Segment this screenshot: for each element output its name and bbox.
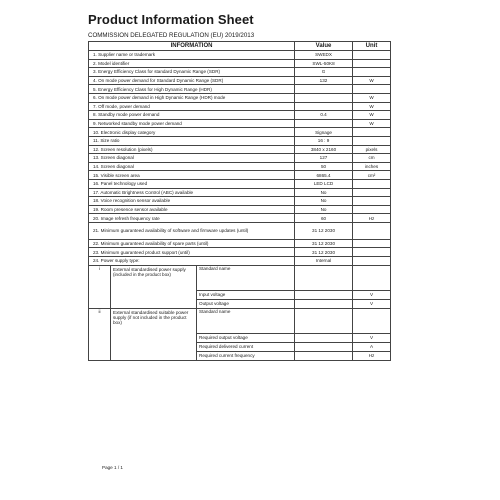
row-unit: pixels [353,145,391,154]
row-label: 8. Standby mode power demand [89,111,295,120]
external-supply-row [89,308,391,333]
table-row [89,51,391,60]
external-supply-marker: ii [89,308,111,360]
row-unit [353,197,391,206]
row-label: 15. Visible screen area [89,171,295,180]
row-unit [353,179,391,188]
row-label: 18. Voice recognition sensor available [89,197,295,206]
row-label: 13. Screen diagonal [89,154,295,163]
table-row [89,248,391,257]
internal-supply-label: External standardised power supply (included in the product box) [111,265,197,308]
table-row [89,188,391,197]
information-table [88,41,391,361]
header-unit: Unit [353,42,391,51]
row-label: 22. Minimum guaranteed availability of spare parts (until) [89,239,295,248]
field-name: Required delivered current [197,342,295,351]
row-value: Internal [295,257,353,266]
table-row [89,59,391,68]
row-unit: W [353,111,391,120]
field-unit: V [353,299,391,308]
table-row [89,197,391,206]
row-label: 11. Size ratio [89,136,295,145]
table-row [89,68,391,77]
table-row [89,162,391,171]
field-value [295,265,353,290]
row-unit: Hz [353,214,391,223]
row-label: 12. Screen resolution (pixels) [89,145,295,154]
table-row [89,111,391,120]
row-unit [353,85,391,94]
row-value [295,119,353,128]
row-unit: cm² [353,171,391,180]
field-unit: V [353,333,391,342]
row-unit: W [353,93,391,102]
table-row [89,179,391,188]
row-label: 3. Energy Efficiency Class for standard Dynamic Range (SDR) [89,68,295,77]
row-unit: W [353,102,391,111]
row-value: SWL-50K8 [295,59,353,68]
row-value: 3840 x 2160 [295,145,353,154]
table-row [89,222,391,239]
field-unit: A [353,342,391,351]
row-unit [353,68,391,77]
external-supply-label: External standardised suitable power supply (if not included in the product box) [111,308,197,360]
field-unit: Hz [353,351,391,360]
row-value: 50 [295,162,353,171]
row-label: 6. On mode power demand in High Dynamic Range (HDR) mode [89,93,295,102]
row-unit: cm [353,154,391,163]
header-information: INFORMATION [89,42,295,51]
row-value: No [295,188,353,197]
field-value [295,299,353,308]
row-unit [353,59,391,68]
row-value [295,93,353,102]
field-value [295,351,353,360]
row-label: 24. Power supply type: [89,257,295,266]
field-name: Input voltage [197,290,295,299]
row-value [295,102,353,111]
regulation-subtitle: COMMISSION DELEGATED REGULATION (EU) 2019/2013 [88,32,255,39]
row-unit: inches [353,162,391,171]
table-header-row [89,42,391,51]
row-unit [353,257,391,266]
row-unit [353,248,391,257]
table-row [89,93,391,102]
row-value [295,85,353,94]
row-unit [353,239,391,248]
row-value: No [295,197,353,206]
row-label: 1. Supplier name or trademark [89,51,295,60]
field-unit [353,308,391,333]
field-value [295,290,353,299]
internal-supply-row [89,265,391,290]
row-label: 21. Minimum guaranteed availability of software and firmware updates (until) [89,222,295,239]
table-row [89,205,391,214]
row-unit [353,136,391,145]
row-label: 2. Model identifier [89,59,295,68]
row-value: No [295,205,353,214]
field-name: Standard name [197,308,295,333]
row-label: 17. Automatic Brightness Control (ABC) available [89,188,295,197]
row-unit [353,51,391,60]
row-unit [353,205,391,214]
row-label: 20. Image refresh frequency rate [89,214,295,223]
table-row [89,76,391,85]
table-row [89,154,391,163]
header-value: Value [295,42,353,51]
row-value: 31 12 2030 [295,239,353,248]
table-row [89,171,391,180]
row-label: 7. Off mode, power demand [89,102,295,111]
row-value: 16 : 9 [295,136,353,145]
row-value: LED LCD [295,179,353,188]
table-row [89,136,391,145]
internal-supply-marker: i [89,265,111,308]
field-name: Standard name [197,265,295,290]
table-row [89,145,391,154]
row-unit: W [353,76,391,85]
field-unit [353,265,391,290]
product-information-sheet [88,12,390,361]
main-rows [89,51,391,266]
row-value: 6865.4 [295,171,353,180]
field-value [295,308,353,333]
field-name: Required current frequency [197,351,295,360]
row-value: G [295,68,353,77]
row-label: 9. Networked standby mode power demand [89,119,295,128]
row-value: 127 [295,154,353,163]
row-value: 0.4 [295,111,353,120]
field-unit: V [353,290,391,299]
table-row [89,128,391,137]
row-label: 10. Electronic display category [89,128,295,137]
field-name: Output voltage [197,299,295,308]
row-label: 5. Energy Efficiency Class for High Dynamic Range (HDR) [89,85,295,94]
page-title: Product Information Sheet [88,12,254,27]
row-unit: W [353,119,391,128]
row-unit [353,188,391,197]
field-name: Required output voltage [197,333,295,342]
row-value: 31 12 2030 [295,248,353,257]
row-value: Signage [295,128,353,137]
row-value: 60 [295,214,353,223]
table-row [89,85,391,94]
field-value [295,333,353,342]
row-value: 31 12 2030 [295,222,353,239]
page-number: Page 1 / 1 [102,465,123,470]
row-value: SWEDX [295,51,353,60]
row-value: 132 [295,76,353,85]
row-label: 23. Minimum guaranteed product support (until) [89,248,295,257]
table-row [89,214,391,223]
field-value [295,342,353,351]
row-label: 14. Screen diagonal [89,162,295,171]
row-label: 16. Panel technology used [89,179,295,188]
row-label: 19. Room presence sensor available [89,205,295,214]
table-row [89,102,391,111]
table-row [89,239,391,248]
row-label: 4. On mode power demand for Standard Dynamic Range (SDR) [89,76,295,85]
row-unit [353,128,391,137]
table-row [89,119,391,128]
row-unit [353,222,391,239]
table-row [89,257,391,266]
power-supply-rows [89,265,391,360]
